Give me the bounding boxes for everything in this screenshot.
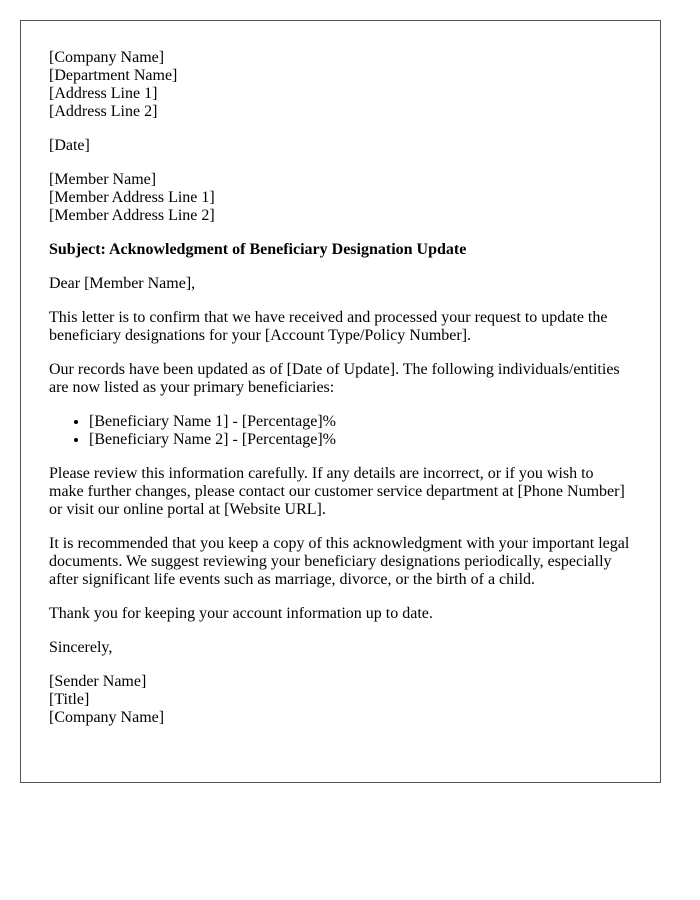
letter-date: [Date] (49, 137, 90, 154)
beneficiary-list (49, 413, 632, 449)
salutation: Dear [Member Name], (49, 275, 196, 292)
recipient-address-line-1: [Member Address Line 1] (49, 189, 215, 206)
sender-address-line-1: [Address Line 1] (49, 85, 158, 102)
recipient-address (49, 171, 632, 225)
paragraph-recommendation: It is recommended that you keep a copy of this acknowledgment with your important legal documents. We suggest reviewing your beneficiary designations periodically, especially after significant life events such as marriage, divorce, or the birth of a child. (49, 535, 630, 588)
letter (20, 20, 661, 783)
beneficiary-item: • [Beneficiary Name 1] - [Percentage]% (89, 413, 632, 431)
sender-department: [Department Name] (49, 67, 178, 84)
closing: Sincerely, (49, 639, 113, 656)
sender-address-line-2: [Address Line 2] (49, 103, 158, 120)
recipient-name: [Member Name] (49, 171, 157, 188)
sender-company: [Company Name] (49, 49, 165, 66)
sender-title: [Title] (49, 691, 90, 708)
subject-line: Subject: Acknowledgment of Beneficiary Designation Update (49, 241, 467, 258)
signature-block (49, 673, 632, 727)
paragraph-records: Our records have been updated as of [Date of Update]. The following individuals/entities are now listed as your primary beneficiaries: (49, 361, 620, 396)
sender-address (49, 49, 632, 121)
sender-name: [Sender Name] (49, 673, 147, 690)
signature-company: [Company Name] (49, 709, 165, 726)
paragraph-thanks: Thank you for keeping your account information up to date. (49, 605, 433, 622)
paragraph-review: Please review this information carefully. If any details are incorrect, or if you wish to make further changes, please contact our customer service department at [Phone Number] or visit our online portal at [Website URL]. (49, 465, 625, 518)
recipient-address-line-2: [Member Address Line 2] (49, 207, 215, 224)
paragraph-confirmation: This letter is to confirm that we have received and processed your request to update the beneficiary designations for your [Account Type/Policy Number]. (49, 309, 608, 344)
beneficiary-item: • [Beneficiary Name 2] - [Percentage]% (89, 431, 632, 449)
